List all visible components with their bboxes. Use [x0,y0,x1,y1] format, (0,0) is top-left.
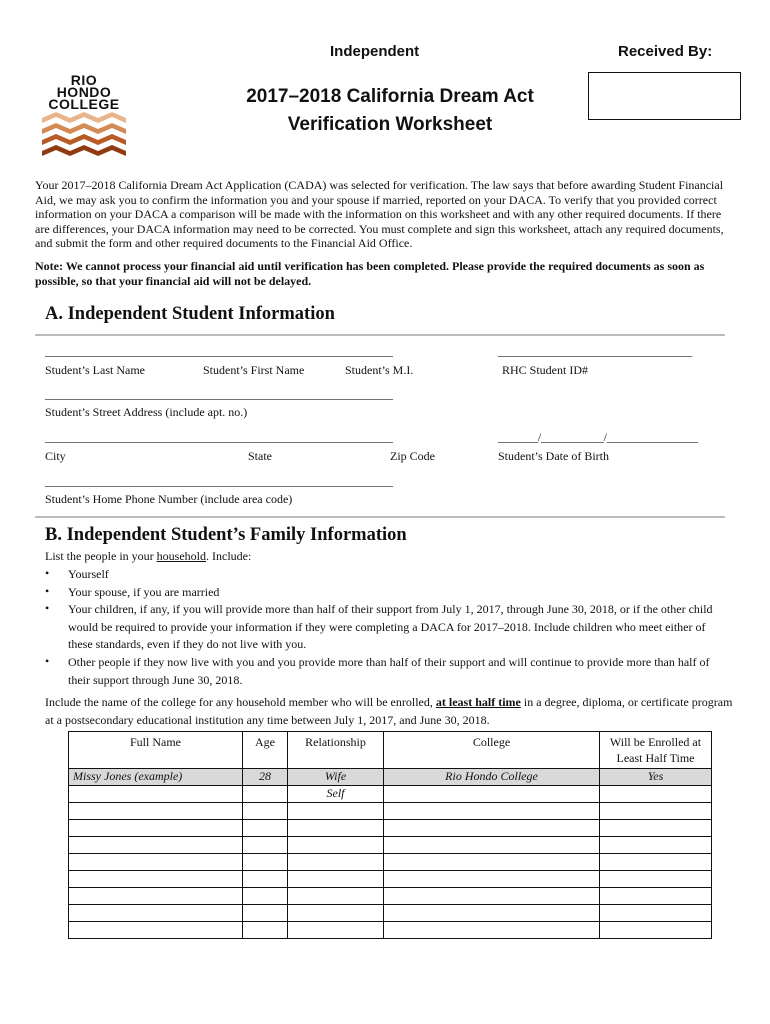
table-row [69,837,712,854]
bullet-icon: • [45,566,50,580]
student-id-label: RHC Student ID# [502,363,589,377]
logo-text-rio: RIO [70,72,98,88]
table-cell[interactable] [69,854,243,871]
zip-label: Zip Code [390,449,435,463]
bullet-item: Yourself [68,567,109,581]
table-cell[interactable] [243,820,288,837]
college-instructions [45,694,735,729]
note-paragraph: Note: We cannot process your financial aid until verification has been completed. Please provide the required documents as soon as possible, so that your financial aid will not be delayed. [35,259,705,288]
phone-field-line[interactable]: _____________________________________________________________ [45,474,393,488]
table-cell[interactable] [243,786,288,803]
bullet-icon: • [45,601,50,615]
table-cell[interactable] [600,922,712,939]
name-field-line[interactable]: _____________________________________________________________ [45,344,393,358]
last-name-label: Student’s Last Name [45,363,145,377]
household-intro-post: . Include: [206,549,252,563]
household-intro [45,548,251,566]
example-name-cell: Missy Jones (example) [69,769,243,786]
state-label: State [248,449,272,463]
table-cell[interactable] [69,803,243,820]
table-cell[interactable] [600,905,712,922]
table-cell[interactable] [600,854,712,871]
table-cell[interactable] [243,888,288,905]
table-cell[interactable] [243,837,288,854]
table-cell[interactable] [243,905,288,922]
table-cell[interactable] [600,786,712,803]
address-field-line[interactable]: _____________________________________________________________ [45,387,393,401]
household-intro-pre: List the people in your [45,549,157,563]
student-id-field-line[interactable]: __________________________________ [498,344,692,358]
table-cell[interactable] [384,803,600,820]
table-cell[interactable] [600,837,712,854]
bullet-icon: • [45,584,50,598]
table-row [69,905,712,922]
bullet-item: Your spouse, if you are married [68,585,220,599]
college-logo [38,74,130,160]
self-relationship-cell: Self [288,786,384,803]
table-cell[interactable] [69,905,243,922]
table-row [69,854,712,871]
table-cell[interactable] [384,871,600,888]
college-instructions-post: in a degree, diploma, or certificate program at a postsecondary educational institution any time between July 1, 2017, and June 30, 2018. [45,695,733,727]
first-name-label: Student’s First Name [203,363,305,377]
table-row [69,922,712,939]
table-cell[interactable] [69,786,243,803]
table-cell[interactable] [69,820,243,837]
middle-initial-label: Student’s M.I. [345,363,414,377]
example-college-cell: Rio Hondo College [384,769,600,786]
example-row [69,769,712,786]
household-term: household [156,549,206,563]
table-cell[interactable] [384,854,600,871]
bullet-item: Your children, if any, if you will provide more than half of their support from July 1, 2017, through June 30, 2018, or if the other child would be required to provide your information if they were completing a DACA for 2017–2018. Include children who meet either of these standards, even if they do not live with you. [68,602,713,651]
table-cell[interactable] [288,888,384,905]
table-cell[interactable] [243,871,288,888]
phone-label: Student’s Home Phone Number (include area code) [45,492,293,506]
table-cell[interactable] [243,854,288,871]
dob-label: Student’s Date of Birth [498,449,609,463]
table-cell[interactable] [600,803,712,820]
table-cell[interactable] [384,820,600,837]
table-cell[interactable] [288,837,384,854]
status-label: Independent [330,43,420,60]
table-cell[interactable] [288,871,384,888]
table-cell[interactable] [600,888,712,905]
table-row [69,871,712,888]
bullet-icon: • [45,654,50,668]
table-cell[interactable] [384,922,600,939]
page-subtitle: Verification Worksheet [287,114,493,135]
section-a-title: A. Independent Student Information [45,304,335,324]
table-cell[interactable] [243,803,288,820]
dob-field-line[interactable]: _______/___________/________________ [498,430,698,444]
col-header-age: Age [243,732,288,769]
logo-chevrons-icon [38,110,130,160]
table-cell[interactable] [600,871,712,888]
address-label: Student’s Street Address (include apt. no.) [45,405,248,419]
col-header-full-name: Full Name [69,732,243,769]
table-cell[interactable] [288,803,384,820]
household-table [68,731,712,939]
table-header-row [69,732,712,769]
table-row [69,786,712,803]
table-cell[interactable] [69,888,243,905]
section-a-divider [35,334,725,336]
example-relationship-cell: Wife [288,769,384,786]
table-cell[interactable] [288,905,384,922]
table-cell[interactable] [384,888,600,905]
example-age-cell: 28 [243,769,288,786]
table-cell[interactable] [243,922,288,939]
page-title: 2017–2018 California Dream Act [246,86,534,107]
received-by-box[interactable] [588,72,741,120]
bullet-item: Other people if they now live with you and you provide more than half of their support and will continue to provide more than half of their support through June 30, 2018. [68,655,710,687]
table-cell[interactable] [600,820,712,837]
col-header-relationship: Relationship [288,732,384,769]
section-b-divider [35,516,725,518]
city-label: City [45,449,66,463]
table-cell[interactable] [288,854,384,871]
table-cell[interactable] [69,922,243,939]
section-b-title: B. Independent Student’s Family Information [45,525,407,545]
table-row [69,888,712,905]
college-instructions-pre: Include the name of the college for any household member who will be enrolled, [45,695,436,709]
logo-text-college: COLLEGE [48,96,120,112]
table-cell[interactable] [384,905,600,922]
table-cell[interactable] [288,922,384,939]
received-by-label: Received By: [618,43,713,60]
half-time-emphasis: at least half time [435,695,521,709]
col-header-college: College [384,732,600,769]
intro-paragraph: Your 2017–2018 California Dream Act Application (CADA) was selected for verification. The law says that before awarding Student Financial Aid, we may ask you to confirm the information you and your spouse if married, reported on your DACA. To verify that you provided correct information on your DACA a comparison will be made with the information on this worksheet and with any other required documents. If there are differences, your DACA information may need to be corrected. You must complete and sign this worksheet, attach any required documents, and submit the form and other required documents to the Financial Aid Office. [35,178,724,251]
table-cell[interactable] [288,820,384,837]
col-header-half-time: Will be Enrolled at Least Half Time [600,732,712,769]
table-cell[interactable] [384,786,600,803]
table-cell[interactable] [384,837,600,854]
table-cell[interactable] [69,871,243,888]
table-cell[interactable] [69,837,243,854]
city-state-zip-field-line[interactable]: _____________________________________________________________ [45,430,393,444]
logo-text-hondo: HONDO [56,84,112,100]
table-row [69,803,712,820]
table-row [69,820,712,837]
example-half-time-cell: Yes [600,769,712,786]
